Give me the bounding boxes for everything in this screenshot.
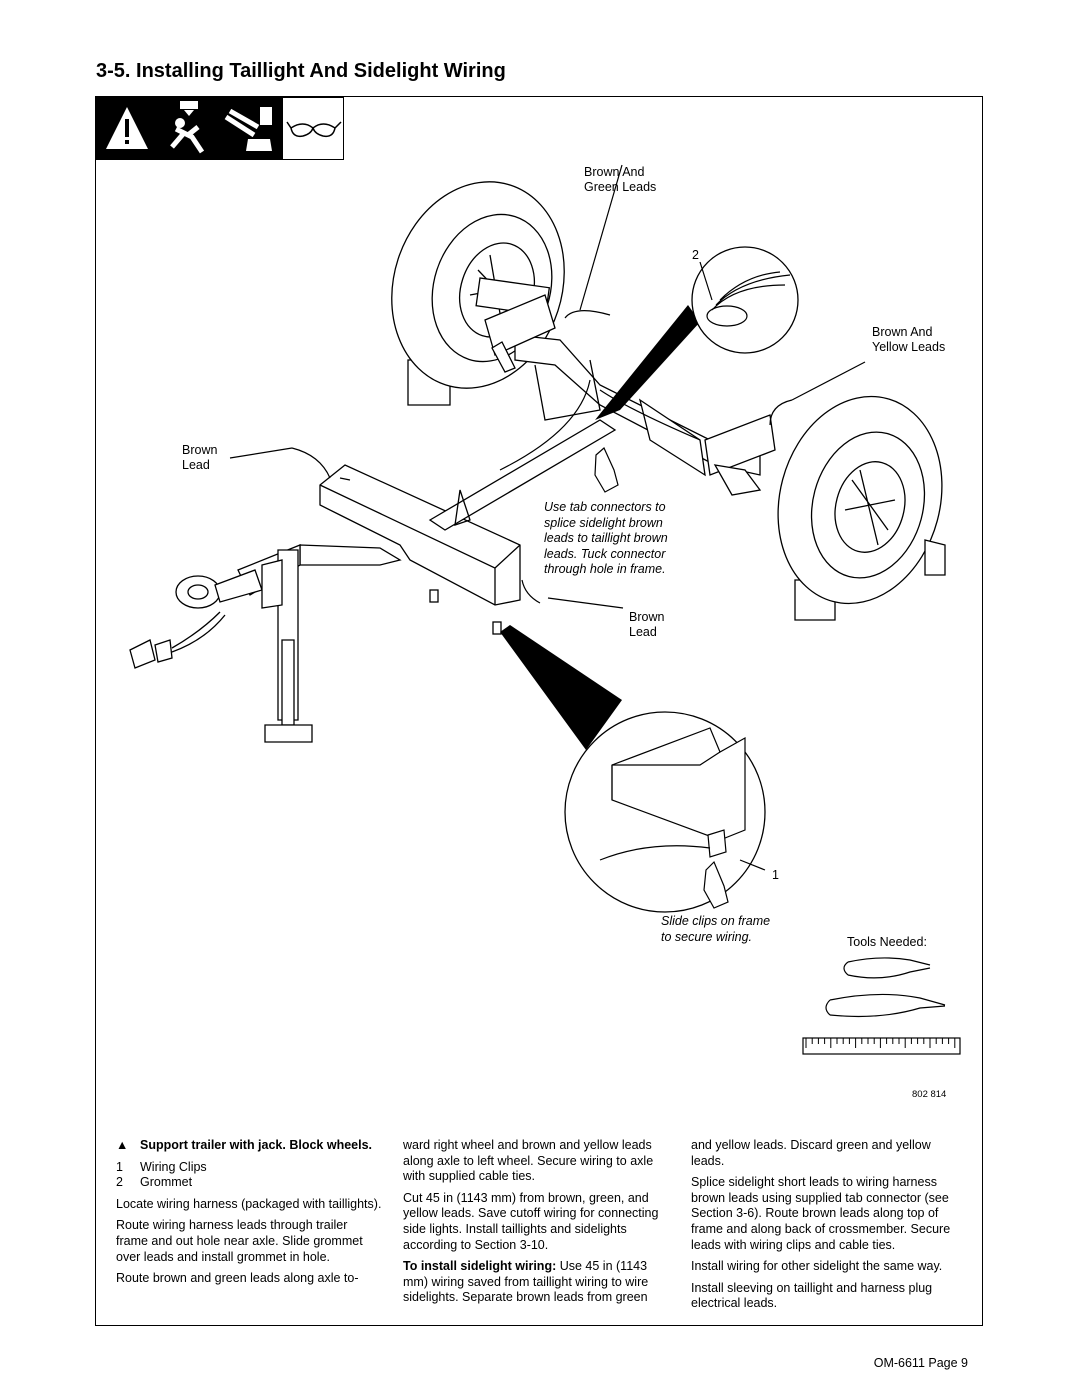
figure-number: 802 814 xyxy=(912,1089,947,1100)
right-wheel xyxy=(756,378,965,622)
text-column-2 xyxy=(403,1138,673,1312)
tools-needed-label: Tools Needed: xyxy=(847,935,927,949)
warning-text: Support trailer with jack. Block wheels. xyxy=(140,1138,373,1152)
paragraph: Route brown and green leads along axle to- xyxy=(116,1271,359,1286)
brown-green-label: Brown And Green Leads xyxy=(584,165,657,194)
tab-connector-note: Use tab connectors to splice sidelight brown leads to taillight brown leads. Tuck connector through hole in frame. xyxy=(544,500,668,576)
text-column-3 xyxy=(691,1138,961,1318)
page-footer: OM-6611 Page 9 xyxy=(873,1356,968,1370)
legend-item: 2 Grommet xyxy=(116,1175,193,1190)
legend-item: 1 Wiring Clips xyxy=(116,1159,207,1174)
paragraph: Route wiring harness leads through trailer frame and out hole near axle. Slide grommet over leads and install grommet in hole. xyxy=(116,1218,363,1264)
paragraph: Install sleeving on taillight and harness plug electrical leads. xyxy=(691,1280,933,1311)
section-title: 3-5. Installing Taillight And Sidelight Wiring xyxy=(96,60,506,82)
brown-lead-right-label: Brown Lead xyxy=(629,610,665,639)
paragraph: Install wiring for other sidelight the same way. xyxy=(691,1259,943,1274)
paragraph: Splice sidelight short leads to wiring harness brown leads using supplied tab connector (see Section 3-6). Route brown leads along top of frame and along back of crossmember. Secure leads with wiring clips and cable ties. xyxy=(691,1175,951,1252)
paragraph: Cut 45 in (1143 mm) from brown, green, and yellow leads. Save cutoff wiring for connecting side lights. Install taillights and sidelights according to Section 3-10. xyxy=(403,1190,659,1252)
callout-1: 1 xyxy=(772,868,779,882)
left-wheel xyxy=(366,159,591,411)
brown-lead-left-label: Brown Lead xyxy=(182,443,218,472)
warning-triangle-icon: ▲ xyxy=(116,1138,129,1152)
clip-note: Slide clips on frame to secure wiring. xyxy=(661,914,771,944)
paragraph: ward right wheel and brown and yellow leads along axle to left wheel. Secure wiring to axle with supplied cable ties. xyxy=(403,1138,654,1184)
paragraph: Locate wiring harness (packaged with taillights). xyxy=(116,1196,382,1211)
paragraph: and yellow leads. Discard green and yellow leads. xyxy=(691,1138,931,1168)
paragraph: To install sidelight wiring: Use 45 in (1143 mm) wiring saved from taillight wiring to wire sidelights. Separate brown leads from green xyxy=(403,1259,649,1305)
brown-yellow-label: Brown And Yellow Leads xyxy=(872,325,946,354)
callout-2: 2 xyxy=(692,248,699,262)
text-column-1 xyxy=(116,1138,382,1293)
